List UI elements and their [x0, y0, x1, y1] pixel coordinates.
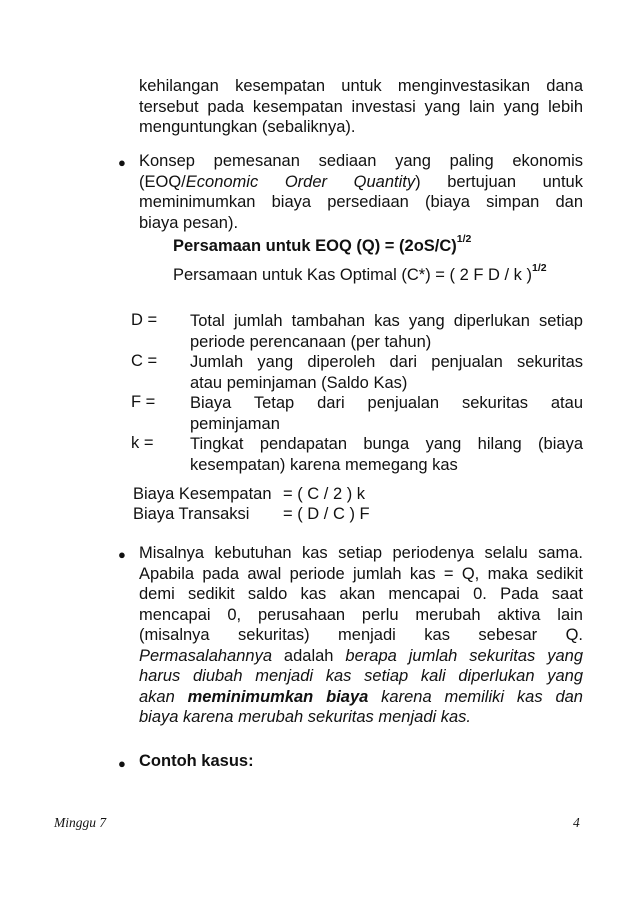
- eoq-line-4: biaya pesan).: [139, 213, 239, 232]
- bullet-marker-2: ●: [118, 547, 126, 562]
- cost-formula: = ( C / 2 ) k: [283, 485, 366, 503]
- optimal-cash-exponent: 1/2: [532, 262, 547, 274]
- bullet-marker-3: ●: [118, 756, 126, 771]
- definition-text: Tingkat pendapatan bunga yang hilang (biaya kesempatan) karena memegang kas: [190, 435, 583, 474]
- eoq-line-3: meminimumkan biaya persediaan (biaya simpan dan: [139, 193, 583, 211]
- example-paragraph: Misalnya kebutuhan kas setiap periodenya selalu sama. Apabila pada awal periode jumlah kas = Q, maka sedikit demi sedikit saldo kas akan mencapai 0. Pada saat mencapai 0, perusahaan perlu merubah aktiva lain (misalnya sekuritas) menjadi kas sebesar Q. Permasalahannya adalah berapa jumlah sekuritas yang harus diubah menjadi kas setiap kali diperlukan yang akan meminimumkan biaya karena memiliki kas dan biaya karena merubah sekuritas menjadi kas.: [139, 544, 584, 726]
- definition-term: C =: [131, 352, 158, 370]
- definition-text: Jumlah yang diperoleh dari penjualan sekuritas atau peminjaman (Saldo Kas): [190, 353, 583, 392]
- optimal-cash-formula: Persamaan untuk Kas Optimal (C*) = ( 2 F D / k )$^{1/2}$: [173, 262, 547, 284]
- definition-text: Biaya Tetap dari penjualan sekuritas atau peminjaman: [190, 394, 583, 433]
- eoq-concept-paragraph: [139, 151, 583, 233]
- eoq-line-2: (EOQ/Economic Order Quantity) bertujuan untuk: [139, 172, 583, 191]
- case-example-heading: Contoh kasus:: [139, 752, 254, 770]
- eoq-exponent: 1/2: [456, 233, 472, 245]
- cost-formula: = ( D / C ) F: [283, 505, 370, 523]
- definition-term: F =: [131, 393, 156, 411]
- intro-paragraph: [139, 76, 583, 138]
- bullet-marker-1: ●: [118, 155, 126, 170]
- intro-line-1: kehilangan kesempatan untuk menginvestasikan dana: [139, 77, 583, 95]
- cost-label: Biaya Kesempatan: [133, 485, 272, 503]
- transaction-cost-row: [133, 505, 370, 524]
- definition-term: k =: [131, 434, 154, 452]
- opportunity-cost-row: [133, 485, 365, 504]
- definition-term: D =: [131, 311, 158, 329]
- footer-week-label: Minggu 7: [54, 815, 107, 830]
- eoq-formula: Persamaan untuk EOQ $(Q) = (2oS/C)^{1/2}$: [173, 233, 472, 255]
- intro-line-3: menguntungkan (sebaliknya).: [139, 118, 356, 136]
- cost-label: Biaya Transaksi: [133, 505, 250, 523]
- intro-line-2: tersebut pada kesempatan investasi yang lain yang lebih: [139, 97, 583, 116]
- page-number: 4: [573, 815, 580, 830]
- eoq-line-1: Konsep pemesanan sediaan yang paling ekonomis: [139, 152, 583, 170]
- definition-text: Total jumlah tambahan kas yang diperlukan setiap periode perencanaan (per tahun): [190, 312, 583, 351]
